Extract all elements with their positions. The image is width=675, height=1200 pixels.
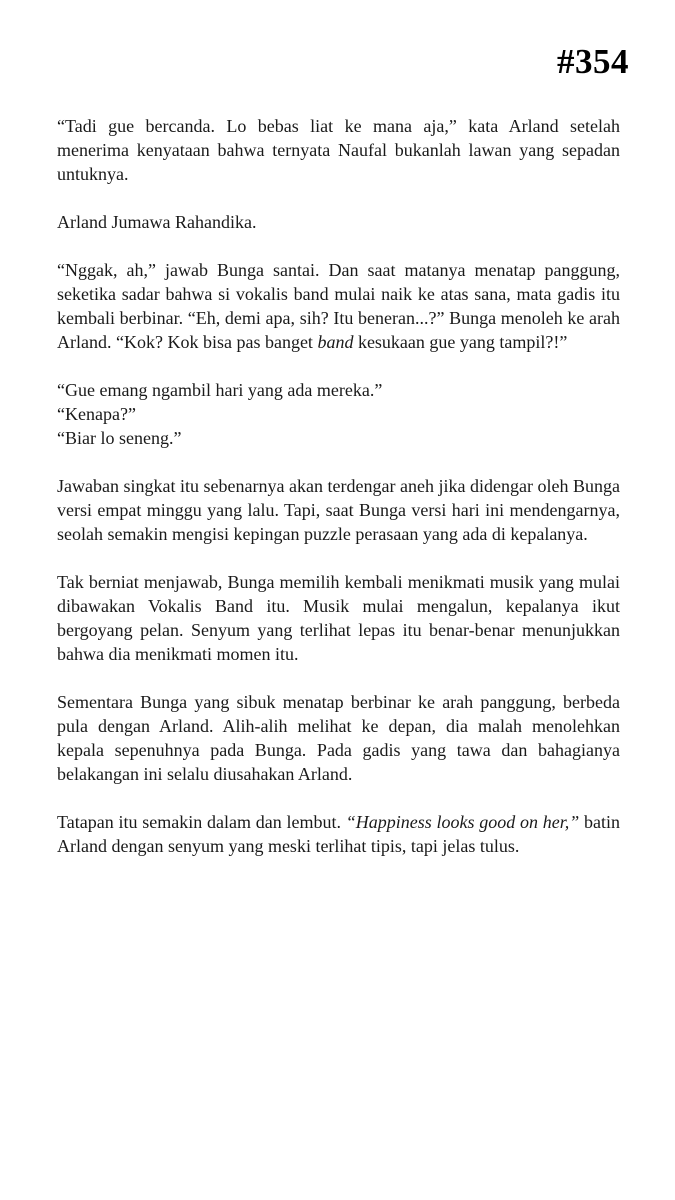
dialogue-line-3: “Biar lo seneng.” bbox=[57, 428, 182, 448]
paragraph-3-text-a: “Nggak, ah,” jawab Bunga santai. Dan saat matanya menatap panggung, seketika sadar bahwa si vokalis band mulai naik ke atas sana, mata gadis itu kembali berbinar. “Eh, demi apa, sih? Itu beneran...?” Bunga menoleh ke arah Arland. “Kok? Kok bisa pas banget bbox=[57, 260, 620, 352]
paragraph-8-text-b: batin Arland dengan senyum yang meski terlihat tipis, tapi jelas tulus. bbox=[57, 812, 620, 856]
paragraph-1: “Tadi gue bercanda. Lo bebas liat ke mana aja,” kata Arland setelah menerima kenyataan bahwa ternyata Naufal bukanlah lawan yang sepadan untuknya. bbox=[57, 116, 620, 184]
paragraph-8-italic: “Happiness looks good on her,” bbox=[345, 812, 580, 832]
paragraph-3 bbox=[57, 258, 620, 354]
paragraph-5: Jawaban singkat itu sebenarnya akan terdengar aneh jika didengar oleh Bunga versi empat minggu yang lalu. Tapi, saat Bunga versi hari ini mendengarnya, seolah semakin mengisi kepingan puzzle perasaan yang ada di kepalanya. bbox=[57, 476, 620, 544]
paragraph-3-text-b: kesukaan gue yang tampil?!” bbox=[353, 332, 568, 352]
story-text bbox=[57, 114, 620, 882]
dialogue-line-1: “Gue emang ngambil hari yang ada mereka.” bbox=[57, 380, 383, 400]
paragraph-8 bbox=[57, 810, 620, 858]
paragraph-7: Sementara Bunga yang sibuk menatap berbinar ke arah panggung, berbeda pula dengan Arland. Alih-alih melihat ke depan, dia malah menolehkan kepala sepenuhnya pada Bunga. Pada gadis yang tawa dan bahagianya belakangan ini selalu diusahakan Arland. bbox=[57, 692, 620, 784]
paragraph-6: Tak berniat menjawab, Bunga memilih kembali menikmati musik yang mulai dibawakan Vokalis Band itu. Musik mulai mengalun, kepalanya ikut bergoyang pelan. Senyum yang terlihat lepas itu benar-benar menunjukkan bahwa dia menikmati momen itu. bbox=[57, 572, 620, 664]
paragraph-3-italic: band bbox=[317, 332, 354, 352]
paragraph-8-text-a: Tatapan itu semakin dalam dan lembut. bbox=[57, 812, 346, 832]
dialogue-line-2: “Kenapa?” bbox=[57, 404, 136, 424]
paragraph-2: Arland Jumawa Rahandika. bbox=[57, 212, 257, 232]
page-number: #354 bbox=[557, 42, 629, 81]
